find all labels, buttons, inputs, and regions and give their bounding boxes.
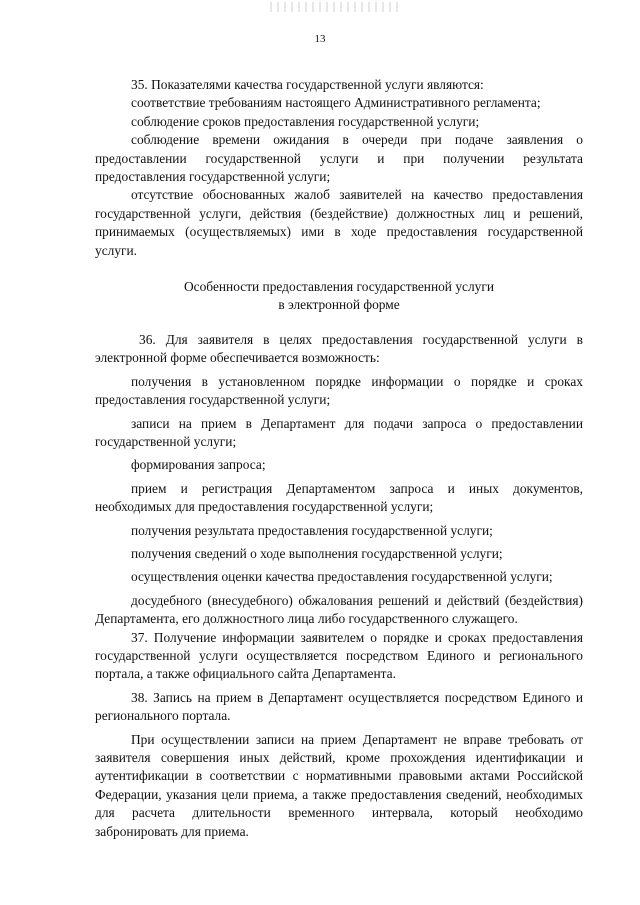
paragraph-36-intro: 36. Для заявителя в целях предоставления государственной услуги в электронной форме обеспечивается возможность: bbox=[95, 331, 583, 366]
paragraph-35-item: соблюдение сроков предоставления государственной услуги; bbox=[131, 113, 480, 129]
paragraph-38-detail: При осуществлении записи на прием Департамент не вправе требовать от заявителя совершения иных действий, кроме прохождения идентификации и аутентификации в соответствии с нормативными правовыми актами Российской Федерации, указания цели приема, а также предоставления сведений, необходимых для расчета длительности временного интервала, который необходимо забронировать для приема. bbox=[95, 731, 583, 839]
paragraph-35-item: соблюдение времени ожидания в очереди при подаче заявления о предоставлении государственной услуги и при получении результата предоставления государственной услуги; bbox=[95, 132, 583, 185]
section-heading bbox=[95, 278, 583, 315]
paragraph-36-item: записи на прием в Департамент для подачи запроса о предоставлении государственной услуги; bbox=[95, 415, 583, 449]
paragraph-36-item: прием и регистрация Департаментом запроса и иных документов, необходимых для предоставления государственной услуги; bbox=[95, 480, 583, 515]
paragraph-35-intro: 35. Показателями качества государственной услуги являются: bbox=[131, 77, 484, 92]
paragraph-36-item: досудебного (внесудебного) обжалования решений и действий (бездействия) Департамента, его должностного лица либо государственного служащего. bbox=[95, 592, 583, 627]
paragraph-36-item: получения сведений о ходе выполнения государственной услуги; bbox=[131, 545, 503, 561]
paragraph-38: 38. Запись на прием в Департамент осуществляется посредством Единого и регионального портала. bbox=[95, 689, 583, 724]
page-number: 13 bbox=[314, 33, 326, 45]
paragraph-37: 37. Получение информации заявителем о порядке и сроках предоставления государственной услуги осуществляется посредством Единого и регионального портала, а также официального сайта Департамента. bbox=[95, 629, 583, 682]
scan-artifact bbox=[270, 2, 400, 12]
section-heading-line: в электронной форме bbox=[278, 297, 400, 313]
paragraph-36-item: получения в установленном порядке информации о порядке и сроках предоставления государственной услуги; bbox=[95, 373, 583, 408]
paragraph-36-item: формирования запроса; bbox=[131, 457, 266, 473]
document-body bbox=[95, 76, 583, 841]
paragraph-35-item: отсутствие обоснованных жалоб заявителей на качество предоставления государственной услуги, действия (бездействие) должностных лиц и решений, принимаемых (осуществляемых) ими в ходе предоставления государственной услуги. bbox=[95, 187, 583, 258]
paragraph-36-item: получения результата предоставления государственной услуги; bbox=[131, 522, 493, 538]
paragraph-36-item: осуществления оценки качества предоставления государственной услуги; bbox=[131, 569, 553, 585]
section-heading-line: Особенности предоставления государственной услуги bbox=[184, 279, 494, 295]
paragraph-35-item: соответствие требованиям настоящего Административного регламента; bbox=[131, 95, 541, 111]
